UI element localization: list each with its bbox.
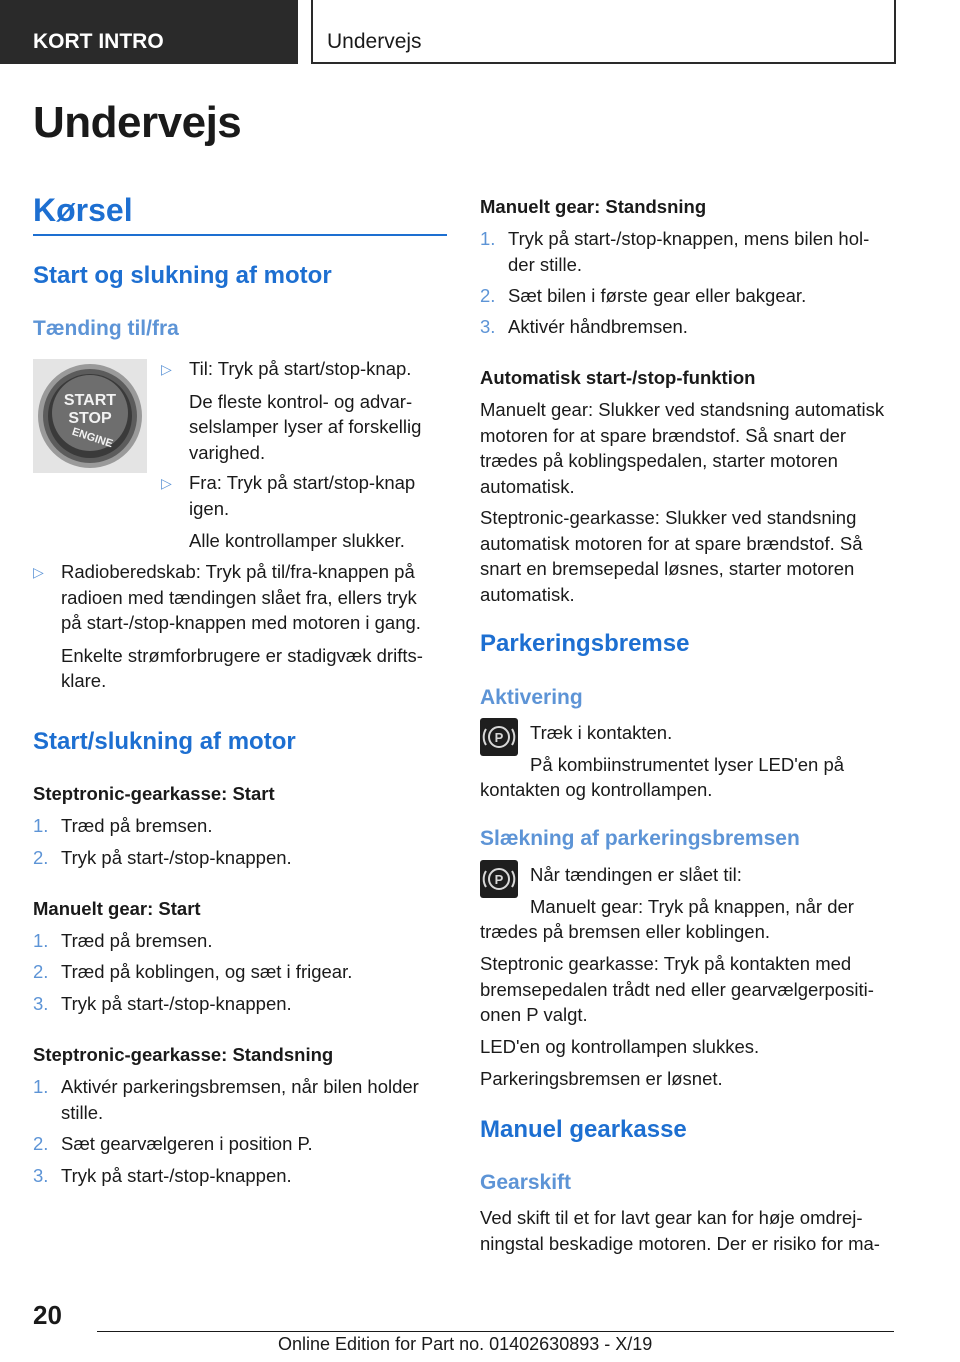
list-item-step — [33, 959, 447, 985]
slaekning-line-3: trædes på bremsen eller koblingen. — [480, 921, 770, 942]
step-text-cont: der stille. — [508, 253, 583, 275]
heading-rule — [33, 234, 447, 236]
parking-brake-symbol-icon — [480, 860, 518, 898]
slaekning-p2-line: onen P valgt. — [480, 1004, 588, 1025]
section-tab[interactable] — [0, 0, 298, 64]
slaekning-paragraph-3: LED'en og kontrollampen slukkes. — [480, 1036, 760, 1057]
stop-text: STOP — [68, 410, 112, 427]
footer-rule — [97, 1331, 894, 1332]
bullet-fra-line-1: Fra: Tryk på start/stop-knap — [189, 472, 416, 493]
list-item-radio — [33, 559, 447, 694]
svg-text:P: P — [494, 730, 504, 745]
parking-brake-icon — [480, 718, 518, 756]
list-item-step — [480, 314, 900, 340]
bullet-til-sub-1: De fleste kontrol- og advar- — [189, 390, 413, 412]
svg-text:P: P — [494, 872, 504, 887]
manual-stop-title: Manuelt gear: Standsning — [480, 196, 707, 217]
triangle-bullet-icon: ▷ — [161, 361, 172, 377]
heading-korsel: Kørsel — [33, 192, 133, 228]
list-item-step — [480, 283, 900, 309]
heading-start-og-slukning: Start og slukning af motor — [33, 262, 332, 289]
gearskift-line: ningstal beskadige motoren. Der er risiko for ma- — [480, 1232, 880, 1254]
step-text-cont: stille. — [61, 1101, 104, 1123]
bullet-fra-sub: Alle kontrollamper slukker. — [189, 530, 405, 551]
chapter-tab[interactable] — [311, 0, 896, 64]
triangle-bullet-icon: ▷ — [33, 564, 44, 580]
gearskift-line: Ved skift til et for lavt gear kan for høje omdrej- — [480, 1207, 863, 1228]
auto-p2-line: automatisk. — [480, 583, 575, 605]
aktivering-line-1: Træk i kontakten. — [530, 722, 673, 743]
start-text: START — [63, 392, 117, 409]
auto-p1-line: automatisk. — [480, 475, 575, 497]
auto-p2-line: Steptronic-gearkasse: Slukker ved standsning — [480, 507, 857, 528]
bullet-radio-sub-1: Enkelte strømforbrugere er stadigvæk drifts- — [61, 644, 423, 666]
chapter-tab-label: Undervejs — [327, 30, 422, 53]
step-number: 3. — [33, 1165, 49, 1186]
auto-p2-line: snart en bremsepedal løsnes, starter motoren — [480, 558, 855, 579]
list-item-step — [33, 991, 447, 1017]
page-title: Undervejs — [33, 98, 242, 147]
heading-start-slukning: Start/slukning af motor — [33, 728, 296, 755]
slaekning-p2-line: Steptronic gearkasse: Tryk på kontakten med — [480, 953, 852, 974]
bullet-fra-line-2: igen. — [189, 497, 230, 519]
step-number: 2. — [480, 285, 496, 306]
step-number: 3. — [480, 316, 496, 337]
slaekning-line-1: Når tændingen er slået til: — [530, 864, 742, 885]
list-item-step — [33, 813, 447, 839]
slaekning-line-2: Manuelt gear: Tryk på knappen, når der — [530, 896, 854, 917]
bullet-til-sub-3: varighed. — [189, 441, 266, 463]
section-tab-label: KORT INTRO — [33, 30, 164, 53]
auto-start-stop-title: Automatisk start-/stop-funktion — [480, 367, 756, 388]
step-number: 2. — [33, 1133, 49, 1154]
auto-paragraph-1 — [480, 397, 900, 499]
auto-p1-line: motoren for at spare brændstof. Så snart der — [480, 424, 847, 446]
list-item-step — [33, 1131, 447, 1157]
step-text: Sæt bilen i første gear eller bakgear. — [508, 285, 807, 306]
heading-gearskift: Gearskift — [480, 1171, 572, 1194]
list-item-til — [161, 356, 447, 465]
bullet-radio-sub-2: klare. — [61, 670, 107, 691]
step-text: Tryk på start-/stop-knappen. — [61, 1165, 292, 1186]
aktivering-line-3: kontakten og kontrollampen. — [480, 779, 713, 800]
aktivering-line-2: På kombiinstrumentet lyser LED'en på — [530, 754, 845, 775]
bullet-til-sub-2: selslamper lyser af forskellig — [189, 416, 422, 437]
list-item-step — [33, 928, 447, 954]
steptronic-stop-title: Steptronic-gearkasse: Standsning — [33, 1044, 334, 1065]
step-number: 2. — [33, 847, 49, 868]
triangle-bullet-icon: ▷ — [161, 475, 172, 491]
bullet-radio-line-2: radioen med tændingen slået fra, ellers tryk — [61, 586, 417, 608]
footer-edition: Online Edition for Part no. 01402630893 - X/19 — [278, 1334, 653, 1354]
step-number: 1. — [33, 815, 49, 836]
step-text: Aktivér parkeringsbremsen, når bilen holder — [61, 1076, 419, 1097]
step-number: 1. — [480, 228, 496, 249]
bullet-radio-line-1: Radioberedskab: Tryk på til/fra-knappen på — [61, 561, 415, 582]
list-item-step — [33, 1074, 447, 1125]
parking-brake-icon — [480, 860, 518, 898]
bullet-til-text: Til: Tryk på start/stop-knap. — [189, 358, 412, 379]
list-item-step — [480, 226, 900, 277]
list-item-step — [33, 1163, 447, 1189]
start-stop-engine-icon — [33, 359, 147, 473]
gearskift-paragraph — [480, 1205, 900, 1256]
page-header — [0, 0, 960, 66]
heading-taending: Tænding til/fra — [33, 317, 179, 340]
slaekning-p2-line: bremsepedalen trådt ned eller gearvælgerpositi- — [480, 978, 874, 1000]
step-number: 2. — [33, 961, 49, 982]
step-number: 1. — [33, 1076, 49, 1097]
step-text: Træd på bremsen. — [61, 815, 213, 836]
start-stop-button-image — [33, 359, 147, 473]
auto-p2-line: automatisk motoren for at spare brændstof. Så — [480, 532, 863, 554]
step-text: Sæt gearvælgeren i position P. — [61, 1133, 313, 1154]
step-text: Træd på bremsen. — [61, 930, 213, 951]
step-text: Tryk på start-/stop-knappen. — [61, 847, 292, 868]
manual-start-title: Manuelt gear: Start — [33, 898, 201, 919]
step-text: Træd på koblingen, og sæt i frigear. — [61, 961, 353, 982]
list-item-fra — [161, 470, 447, 554]
heading-manuel-gearkasse: Manuel gearkasse — [480, 1116, 687, 1143]
bullet-radio-line-3: på start-/stop-knappen med motoren i gang. — [61, 612, 421, 633]
steptronic-start-title: Steptronic-gearkasse: Start — [33, 783, 275, 804]
heading-parkeringsbremse: Parkeringsbremse — [480, 630, 690, 657]
slaekning-paragraph-4: Parkeringsbremsen er løsnet. — [480, 1068, 723, 1089]
engine-text: ENGINE — [70, 425, 115, 451]
heading-slaekning: Slækning af parkeringsbremsen — [480, 827, 800, 850]
step-number: 3. — [33, 993, 49, 1014]
step-number: 1. — [33, 930, 49, 951]
page-number: 20 — [33, 1300, 62, 1330]
auto-p1-line: Manuelt gear: Slukker ved standsning automatisk — [480, 399, 885, 420]
auto-p1-line: trædes på koblingspedalen, starter motoren — [480, 450, 838, 471]
heading-aktivering: Aktivering — [480, 686, 583, 709]
step-text: Tryk på start-/stop-knappen. — [61, 993, 292, 1014]
step-text: Aktivér håndbremsen. — [508, 316, 688, 337]
list-item-step — [33, 845, 447, 871]
auto-paragraph-2 — [480, 505, 900, 607]
slaekning-paragraph-2 — [480, 951, 900, 1028]
parking-brake-symbol-icon — [480, 718, 518, 756]
step-text: Tryk på start-/stop-knappen, mens bilen hol- — [508, 228, 870, 249]
